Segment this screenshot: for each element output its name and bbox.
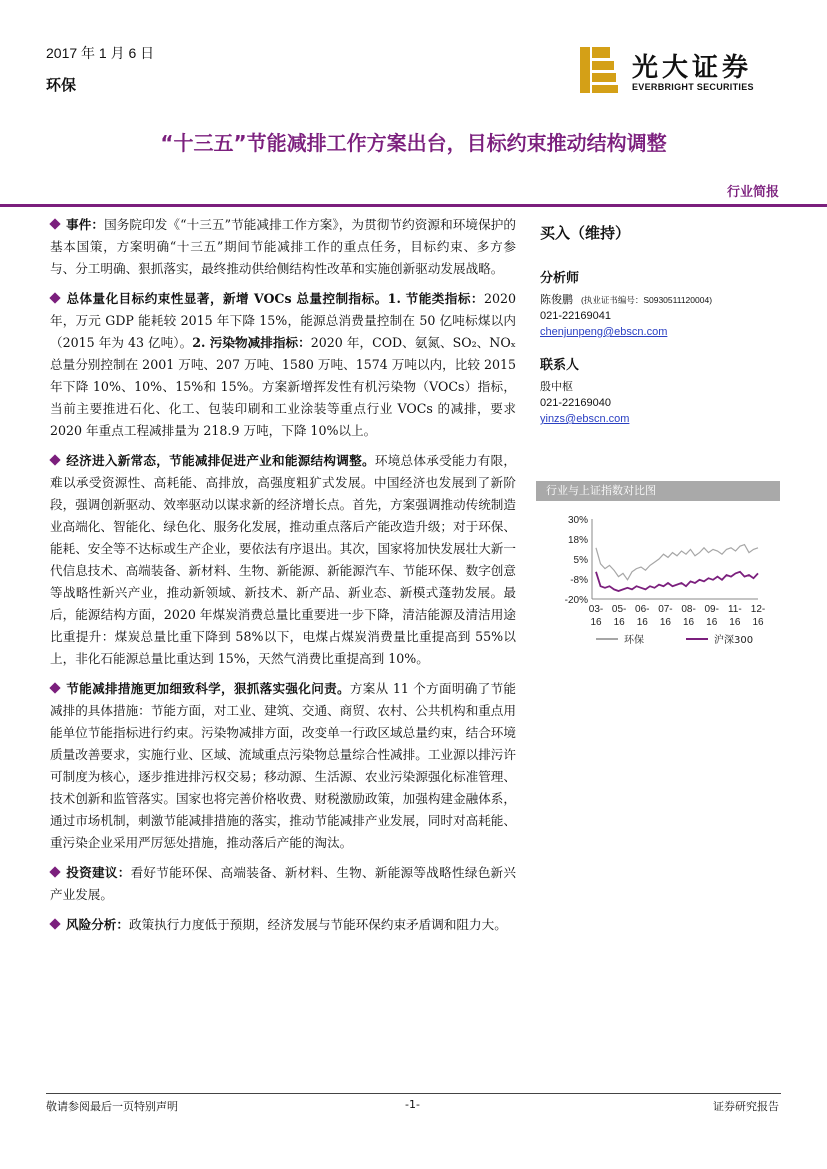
paragraph-lead: 节能减排措施更加细致科学，狠抓落实强化问责。 (66, 681, 350, 696)
paragraph-lead: 投资建议： (66, 865, 131, 880)
x-tick-label: 06- (635, 604, 650, 615)
logo-chinese-name: 光大证券 (632, 53, 753, 83)
report-date: 2017 年 1 月 6 日 (46, 45, 155, 61)
paragraph-lead-2: 2. 污染物减排指标： (192, 335, 311, 350)
comparison-chart (536, 481, 780, 653)
y-tick-label: 18% (567, 535, 588, 546)
analyst-email-link[interactable]: chenjunpeng@ebscn.com (540, 326, 668, 338)
analyst-name: 陈俊鹏 (540, 294, 573, 306)
diamond-bullet-icon (49, 866, 60, 877)
diamond-bullet-icon (49, 682, 60, 693)
paragraph-lead: 事件： (66, 217, 105, 232)
footer-disclaimer: 敬请参阅最后一页特别声明 (46, 1100, 178, 1113)
x-tick-label: 03- (588, 604, 604, 615)
footer-report-label: 证券研究报告 (713, 1100, 779, 1113)
contact-phone: 021-22169040 (540, 397, 611, 409)
x-tick-label: 08- (681, 604, 696, 615)
logo-mark-icon (580, 47, 620, 93)
x-tick-label-year: 16 (729, 617, 741, 628)
x-tick-label-year: 16 (613, 617, 625, 628)
chart-plot (536, 503, 780, 653)
x-tick-label: 12- (750, 604, 766, 615)
header-divider (0, 204, 827, 207)
y-tick-label: -20% (564, 595, 588, 606)
paragraph-text: 看好节能环保、高端装备、新材料、生物、新能源等战略性绿色新兴产业发展。 (50, 865, 517, 902)
footer-divider (46, 1093, 781, 1094)
y-tick-label: -8% (570, 575, 588, 586)
x-tick-label-year: 16 (683, 617, 695, 628)
paragraph-text: 国务院印发《“十三五”节能减排工作方案》，为贯彻节约资源和环境保护的基本国策，方案明确“十三五”期间节能减排工作的重点任务，目标约束、多方参与、分工明确、狠抓落实，最终推动供给侧结构性改革和实施创新驱动发展战略。 (50, 217, 517, 276)
paragraph-text-2: 2020 年，COD、氨氮、SO₂、NOₓ 总量分别控制在 2001 万吨、207 万吨、1580 万吨、1574 万吨以内，比较 2015 年下降 10%、10%、15%和 15%。方案新增挥发性有机污染物（VOCs）指标，当前主要推进石化、化工、包装印刷和工业涂装等重点行业 VOCs 的减排，要求 2020 年重点工程减排量为 218.9 万吨，下降 10%以上。 (50, 335, 516, 438)
paragraph-measures (50, 678, 516, 854)
analyst-row (540, 292, 780, 308)
y-tick-label: 30% (567, 515, 588, 526)
legend-label: 沪深300 (714, 635, 754, 646)
broker-logo (580, 47, 780, 97)
paragraph-lead: 经济进入新常态，节能减排促进产业和能源结构调整。 (66, 453, 375, 468)
paragraph-targets (50, 288, 516, 442)
report-title: “十三五”节能减排工作方案出台，目标约束推动结构调整 (160, 131, 667, 155)
x-tick-label-year: 16 (706, 617, 718, 628)
paragraph-lead: 总体量化目标约束性显著，新增 VOCs 总量控制指标。1. 节能类指标： (66, 291, 484, 306)
paragraph-text: 政策执行力度低于预期，经济发展与节能环保约束矛盾调和阻力大。 (128, 917, 507, 932)
diamond-bullet-icon (49, 918, 60, 929)
x-tick-label: 07- (658, 604, 673, 615)
x-tick-label: 11- (727, 604, 742, 615)
paragraph-lead: 风险分析： (66, 917, 129, 932)
paragraph-economy (50, 450, 516, 670)
paragraph-text: 2020 年，万元 GDP 能耗较 2015 年下降 15%，能源总消费量控制在 50 亿吨标煤以内（2015 年为 43 亿吨）。 (50, 291, 516, 350)
x-tick-label-year: 16 (752, 617, 764, 628)
logo-english-name: EVERBRIGHT SECURITIES (632, 82, 754, 92)
rating: 买入（维持） (540, 224, 631, 242)
chart-title: 行业与上证指数对比图 (536, 481, 780, 501)
paragraph-investment (50, 862, 516, 906)
x-tick-label: 09- (704, 604, 719, 615)
diamond-bullet-icon (49, 218, 60, 229)
contact-email-link[interactable]: yinzs@ebscn.com (540, 413, 630, 425)
page-number: -1- (405, 1098, 420, 1111)
x-tick-label-year: 16 (590, 617, 602, 628)
x-tick-label: 05- (611, 604, 627, 615)
paragraph-event (50, 214, 516, 280)
analyst-heading: 分析师 (540, 271, 580, 286)
paragraph-text: 方案从 11 个方面明确了节能减排的具体措施：节能方面，对工业、建筑、交通、商贸、农村、公共机构和重点用能单位节能指标进行约束。污染物减排方面，改变单一行政区域总量约束，结合环境质量改善要求，实施行业、区域、流域重点污染物总量综合性减排。工业源以排污许可制度为核心，逐步推进排污权交易；移动源、生活源、农业污染源强化标准管理、技术创新和监管落实。国家也将完善价格收费、财税激励政策，加强构建金融体系，通过市场机制，刺激节能减排措施的落实，推动节能减排产业发展，同时对高耗能、重污染企业采用严厉惩处措施，推动落后产能的淘汰。 (50, 681, 516, 850)
report-type: 行业简报 (726, 185, 779, 200)
contact-name: 殷中枢 (540, 381, 573, 393)
x-tick-label-year: 16 (659, 617, 671, 628)
diamond-bullet-icon (49, 292, 60, 303)
analyst-cert: (执业证书编号：S0930511120004) (581, 295, 713, 305)
paragraph-text: 环境总体承受能力有限，难以承受资源性、高耗能、高排放，高强度粗犷式发展。中国经济也发展到了新阶段，强调创新驱动、效率驱动以谋求新的经济增长点。首先，方案强调推动传统制造业高端化、智能化、绿色化、服务化发展，推动重点落后产能改造升级；对于环保、能耗、安全等不达标或生产企业，要依法有序退出。其次，国家将加快发展壮大新一代信息技术、高端装备、新材料、生物、新能源、新能源汽车、节能环保、数字创意等战略性新兴产业，推动新领域、新技术、新产品、新业态、新模式蓬勃发展。最后，能源结构方面，2020 年煤炭消费总量比重要进一步下降，清洁能源及清洁用途比重提升：煤炭总量比重下降到 58%以下，电煤占煤炭消费量比重提高到 55%以上，非化石能源总量比重达到 15%，天然气消费比重提高到 10%。 (50, 453, 517, 666)
sidebar (540, 222, 780, 427)
paragraph-risk (50, 914, 516, 936)
analyst-phone: 021-22169041 (540, 310, 611, 322)
diamond-bullet-icon (49, 454, 60, 465)
y-tick-label: 5% (573, 555, 588, 566)
sector-label: 环保 (46, 77, 77, 94)
x-tick-label-year: 16 (636, 617, 648, 628)
legend-label: 环保 (624, 635, 644, 646)
main-body (50, 214, 516, 944)
contact-heading: 联系人 (540, 358, 580, 373)
